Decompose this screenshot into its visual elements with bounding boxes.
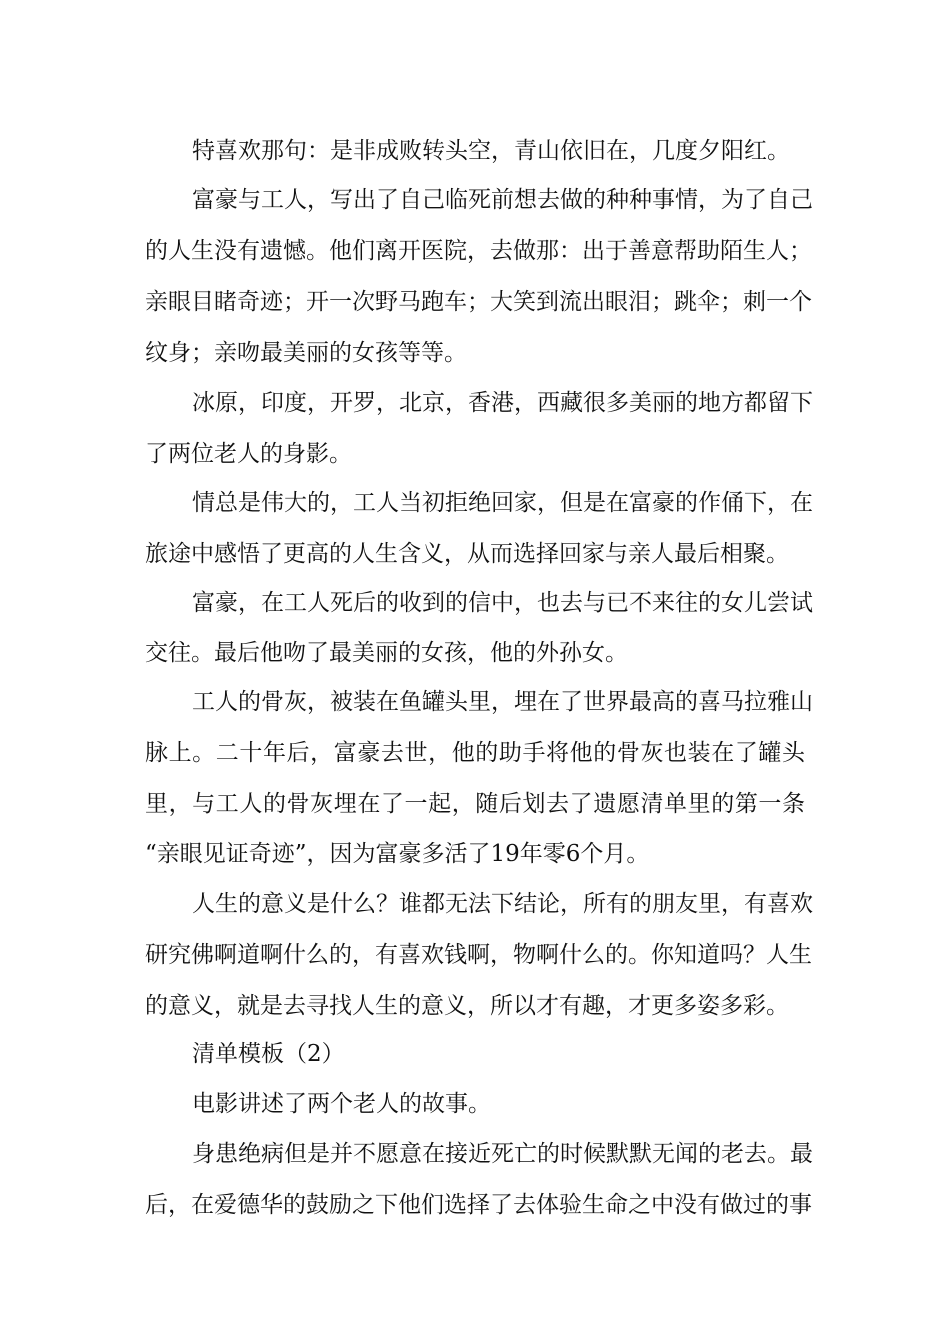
text-line: 了两位老人的身影。 <box>145 441 352 467</box>
paragraph-line <box>0 682 950 722</box>
text-line: 的意义，就是去寻找人生的意义，所以才有趣，才更多姿多彩。 <box>145 993 789 1019</box>
text-line: 后，在爱德华的鼓励之下他们选择了去体验生命之中没有做过的事 <box>145 1192 812 1218</box>
paragraph-line <box>0 282 950 322</box>
text-line: “亲眼见证奇迹”，因为富豪多活了19年零6个月。 <box>145 841 650 867</box>
heading-text: 清单模板（2） <box>192 1041 345 1067</box>
text-line: 里，与工人的骨灰埋在了一起，随后划去了遗愿清单里的第一条 <box>145 791 805 817</box>
section-heading <box>0 1034 950 1074</box>
text-line: 富豪，在工人死后的收到的信中，也去与已不来往的女儿尝试 <box>192 590 813 616</box>
text-line: 特喜欢那句：是非成败转头空，青山依旧在，几度夕阳红。 <box>192 138 790 164</box>
text-line: 情总是伟大的，工人当初拒绝回家，但是在富豪的作俑下，在 <box>192 490 813 516</box>
text-line: 身患绝病但是并不愿意在接近死亡的时候默默无闻的老去。最 <box>192 1141 813 1167</box>
text-line: 亲眼目睹奇迹；开一次野马跑车；大笑到流出眼泪；跳伞；刺一个 <box>145 289 812 315</box>
text-line: 脉上。二十年后，富豪去世，他的助手将他的骨灰也装在了罐头 <box>145 740 805 766</box>
paragraph-line <box>0 784 950 824</box>
paragraph-line <box>0 483 950 523</box>
text-line: 工人的骨灰，被装在鱼罐头里，埋在了世界最高的喜马拉雅山 <box>192 689 813 715</box>
paragraph-line <box>0 333 950 373</box>
paragraph-line <box>0 180 950 220</box>
text-line: 纹身；亲吻最美丽的女孩等等。 <box>145 340 467 366</box>
text-line: 研究佛啊道啊什么的，有喜欢钱啊，物啊什么的。你知道吗？人生 <box>145 942 812 968</box>
paragraph-line <box>0 986 950 1026</box>
paragraph-line <box>0 583 950 623</box>
paragraph-line <box>0 434 950 474</box>
text-line: 富豪与工人，写出了自己临死前想去做的种种事情，为了自己 <box>192 187 813 213</box>
text-line: 人生的意义是什么？谁都无法下结论，所有的朋友里，有喜欢 <box>192 891 813 917</box>
paragraph-line <box>0 884 950 924</box>
text-line: 旅途中感悟了更高的人生含义，从而选择回家与亲人最后相聚。 <box>145 541 789 567</box>
paragraph-line <box>0 834 950 874</box>
text-line: 的人生没有遗憾。他们离开医院，去做那：出于善意帮助陌生人； <box>145 238 812 264</box>
paragraph-line <box>0 1185 950 1225</box>
paragraph-line <box>0 1134 950 1174</box>
text-line: 电影讲述了两个老人的故事。 <box>192 1091 491 1117</box>
paragraph-line <box>0 935 950 975</box>
paragraph-line <box>0 131 950 171</box>
paragraph-line <box>0 231 950 271</box>
text-line: 交往。最后他吻了最美丽的女孩，他的外孙女。 <box>145 640 628 666</box>
paragraph-line <box>0 1084 950 1124</box>
paragraph-line <box>0 633 950 673</box>
paragraph-line <box>0 534 950 574</box>
text-line: 冰原，印度，开罗，北京，香港，西藏很多美丽的地方都留下 <box>192 390 813 416</box>
paragraph-line <box>0 733 950 773</box>
paragraph-line <box>0 383 950 423</box>
